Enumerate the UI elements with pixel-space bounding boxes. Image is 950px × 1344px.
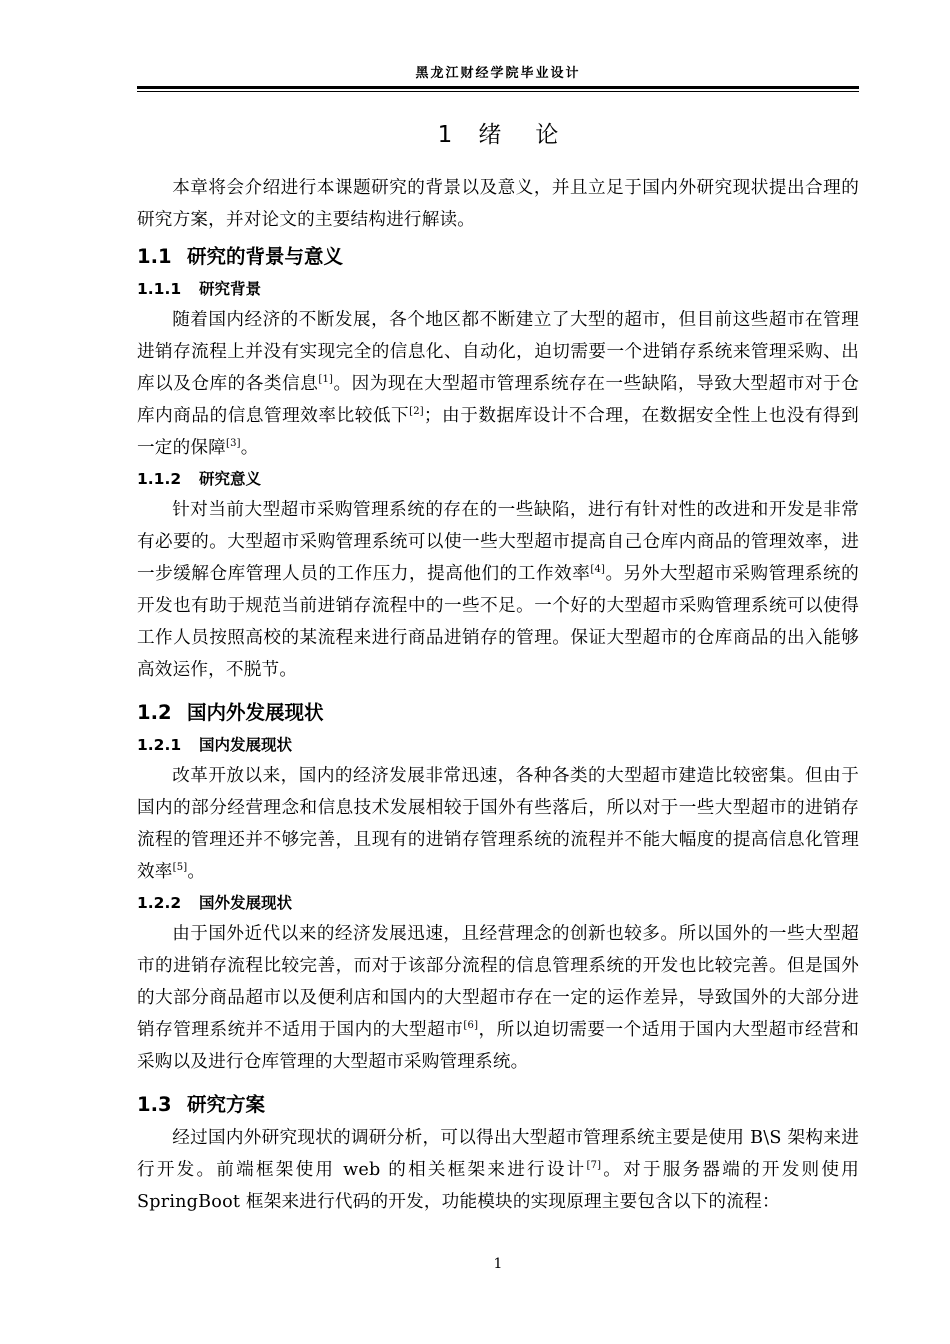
paragraph-foreign-status: 由于国外近代以来的经济发展迅速，且经营理念的创新也较多。所以国外的一些大型超市的进销存流程比较完善，而对于该部分流程的信息管理系统的开发也比较完善。但是国外的大部分商品超市以及便利店和国内的大型超市存在一定的运作差异，导致国外的大部分进销存管理系统并不适用于国内的大型超市[6]，所以迫切需要一个适用于国内大型超市经营和采购以及进行仓库管理的大型超市采购管理系统。 [137,924,860,1072]
paragraph-research-plan: 经过国内外研究现状的调研分析，可以得出大型超市管理系统主要是使用 B\S 架构来进行开发。前端框架使用 web 的相关框架来进行设计[7]。对于服务器端的开发则使用 SpringBoot 框架来进行代码的开发，功能模块的实现原理主要包含以下的流程： [137,1128,859,1212]
subsection-number: 1.1.2 [137,470,182,488]
subsection-heading-1-2-2 [137,888,859,918]
subsection-number: 1.1.1 [137,280,182,298]
citation-ref: [1] [318,374,334,386]
running-header: 黑龙江财经学院毕业设计 [415,66,581,81]
paragraph-research-background: 随着国内经济的不断发展，各个地区都不断建立了大型的超市，但目前这些超市在管理进销存流程上并没有实现完全的信息化、自动化，迫切需要一个进销存系统来管理采购、出库以及仓库的各类信息[1]。因为现在大型超市管理系统存在一些缺陷，导致大型超市对于仓库内商品的信息管理效率比较低下[2]；由于数据库设计不合理，在数据安全性上也没有得到一定的保障[3]。 [137,310,859,458]
section-title: 国内外发展现状 [187,701,324,724]
citation-ref: [5] [172,862,188,874]
section-number: 1.2 [137,701,172,724]
subsection-title: 研究意义 [199,470,262,488]
subsection-number: 1.2.2 [137,894,182,912]
section-heading-1-2 [137,696,859,730]
paragraph-research-significance: 针对当前大型超市采购管理系统的存在的一些缺陷，进行有针对性的改进和开发是非常有必要的。大型超市采购管理系统可以使一些大型超市提高自己仓库内商品的管理效率，进一步缓解仓库管理人员的工作压力，提高他们的工作效率[4]。另外大型超市采购管理系统的开发也有助于规范当前进销存流程中的一些不足。一个好的大型超市采购管理系统可以使得工作人员按照高校的某流程来进行商品进销存的管理。保证大型超市的仓库商品的出入能够高效运作，不脱节。 [137,500,859,680]
subsection-heading-1-1-2 [137,464,859,494]
chapter-number: 1 [437,122,453,148]
section-heading-1-3 [137,1088,859,1122]
citation-ref: [4] [590,564,606,576]
section-title: 研究的背景与意义 [187,245,344,268]
citation-ref: [3] [225,438,241,450]
section-heading-1-1 [137,240,859,274]
subsection-title: 国内发展现状 [199,736,293,754]
page-number: 1 [493,1256,503,1272]
citation-ref: [6] [463,1020,479,1032]
subsection-heading-1-1-1 [137,274,859,304]
subsection-heading-1-2-1 [137,730,859,760]
citation-ref: [7] [586,1160,602,1172]
intro-paragraph: 本章将会介绍进行本课题研究的背景以及意义，并且立足于国内外研究现状提出合理的研究方案，并对论文的主要结构进行解读。 [137,178,859,230]
header-rule-thick [137,86,859,89]
header-rule-thin [137,91,859,92]
subsection-number: 1.2.1 [137,736,182,754]
subsection-title: 研究背景 [199,280,262,298]
chapter-title-char1: 绪 [478,122,502,148]
chapter-title [137,116,859,149]
chapter-title-char2: 论 [535,122,559,148]
body-content [137,172,859,1218]
paragraph-domestic-status: 改革开放以来，国内的经济发展非常迅速，各种各类的大型超市建造比较密集。但由于国内的部分经营理念和信息技术发展相较于国外有些落后，所以对于一些大型超市的进销存流程的管理还并不够完善，且现有的进销存管理系统的流程并不能大幅度的提高信息化管理效率[5]。 [137,766,859,882]
subsection-title: 国外发展现状 [199,894,293,912]
section-number: 1.1 [137,245,172,268]
section-title: 研究方案 [187,1093,266,1116]
citation-ref: [2] [409,406,424,418]
section-number: 1.3 [137,1093,172,1116]
